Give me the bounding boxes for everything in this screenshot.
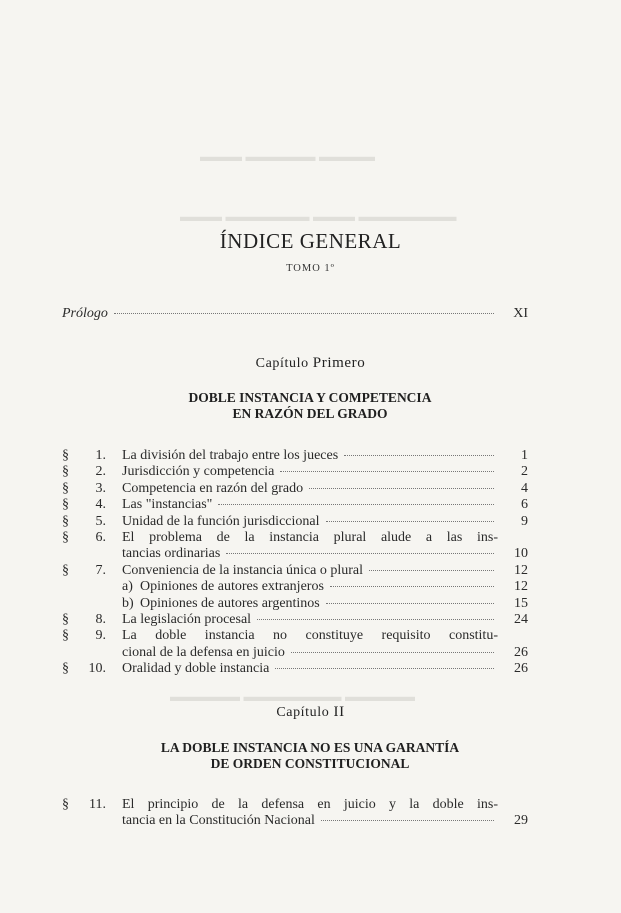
entry-number: 2. <box>95 464 106 480</box>
entry-title-line: El problema de la instancia plural alude a las ins- <box>122 529 498 545</box>
subentry-title: Opiniones de autores extranjeros <box>140 579 324 595</box>
entry-number: 6. <box>95 529 106 545</box>
dot-leader <box>275 668 494 669</box>
section-sign: § <box>62 562 69 578</box>
section-sign: § <box>62 448 69 463</box>
entry-number: 4. <box>95 497 106 513</box>
chapter-heading-line: DE ORDEN CONSTITUCIONAL <box>210 756 410 771</box>
subentry-page: 12 <box>514 579 528 595</box>
entry-title-line: tancia en la Constitución Nacional <box>122 813 315 829</box>
entry-number: 5. <box>95 513 106 529</box>
subentry-mark: b) <box>122 595 134 611</box>
entry-page: 29 <box>514 813 528 829</box>
index-title: ÍNDICE GENERAL <box>219 229 402 253</box>
chapter-label-number: Primero <box>312 355 366 371</box>
dot-leader <box>344 455 494 456</box>
chapter-label-word: Capítulo <box>276 705 330 720</box>
section-sign: § <box>62 797 69 812</box>
section-sign: § <box>62 513 69 529</box>
dot-leader <box>226 553 494 554</box>
entry-number: 7. <box>95 562 106 578</box>
section-sign: § <box>62 611 69 627</box>
subentry-page: 15 <box>514 595 528 611</box>
toc-entry[interactable] <box>62 497 528 513</box>
chapter-heading-line: DOBLE INSTANCIA Y COMPETENCIA <box>188 390 432 405</box>
section-sign: § <box>62 529 69 545</box>
dot-leader <box>309 488 494 489</box>
toc-list <box>62 797 528 830</box>
chapter-heading <box>120 390 500 422</box>
chapter-heading <box>120 740 500 772</box>
dot-leader <box>369 570 494 571</box>
toc-entry[interactable] <box>62 628 528 661</box>
entry-title-line: El principio de la defensa en juicio y la doble ins- <box>122 797 498 812</box>
toc-entry[interactable] <box>62 481 528 497</box>
prologue-entry[interactable] <box>62 306 528 324</box>
entry-title-line: cional de la defensa en juicio <box>122 644 285 660</box>
entry-title-line: tancias ordinarias <box>122 546 221 562</box>
dot-leader <box>218 504 494 505</box>
dot-leader <box>321 820 494 821</box>
prologue-label: Prólogo <box>62 306 108 321</box>
dot-leader <box>257 619 494 620</box>
entry-page: 6 <box>521 497 528 513</box>
section-sign: § <box>62 497 69 513</box>
entry-title: La legislación procesal <box>122 611 252 627</box>
entry-page: 4 <box>521 480 528 496</box>
dot-leader <box>280 471 494 472</box>
entry-page: 2 <box>521 464 528 480</box>
entry-title: Unidad de la función jurisdiccional <box>122 513 320 529</box>
section-sign: § <box>62 628 69 644</box>
section-sign: § <box>62 464 69 480</box>
dot-leader <box>114 313 494 314</box>
dot-leader <box>326 521 495 522</box>
chapter-label <box>0 704 621 721</box>
prologue-page: XI <box>513 306 528 321</box>
chapter-label-word: Capítulo <box>255 356 309 371</box>
entry-page: 12 <box>514 562 528 578</box>
dot-leader <box>291 652 494 653</box>
chapter-label-number: II <box>333 704 345 720</box>
toc-list <box>62 448 528 677</box>
entry-title: Jurisdicción y competencia <box>122 464 275 480</box>
entry-page: 24 <box>514 611 528 627</box>
entry-title: Oralidad y doble instancia <box>122 661 270 677</box>
toc-subentry[interactable] <box>62 596 528 612</box>
entry-page: 10 <box>514 546 528 562</box>
entry-number: 1. <box>95 448 106 463</box>
entry-page: 26 <box>514 661 528 677</box>
entry-number: 8. <box>95 611 106 627</box>
toc-subentry[interactable] <box>62 579 528 595</box>
entry-number: 10. <box>88 661 106 677</box>
subentry-mark: a) <box>122 579 133 595</box>
entry-title: Conveniencia de la instancia única o plural <box>122 562 364 578</box>
dot-leader <box>326 603 494 604</box>
subentry-title: Opiniones de autores argentinos <box>140 595 320 611</box>
chapter-heading-line: LA DOBLE INSTANCIA NO ES UNA GARANTÍA <box>160 740 460 755</box>
entry-page: 1 <box>521 448 528 463</box>
chapter-heading-line: EN RAZÓN DEL GRADO <box>232 406 388 421</box>
show-through-text: ▬▬▬▬▬ ▬▬▬▬▬▬▬ ▬▬▬▬▬ <box>170 690 415 705</box>
chapter-label <box>0 355 621 372</box>
entry-number: 9. <box>95 628 106 644</box>
entry-title: Las "instancias" <box>122 497 213 513</box>
toc-entry[interactable] <box>62 563 528 612</box>
section-sign: § <box>62 480 69 496</box>
entry-title: Competencia en razón del grado <box>122 480 304 496</box>
toc-entry[interactable] <box>62 612 528 628</box>
toc-entry[interactable] <box>62 797 528 830</box>
toc-entry[interactable] <box>62 448 528 464</box>
section-sign: § <box>62 661 69 677</box>
entry-number: 11. <box>89 797 106 812</box>
entry-title: La división del trabajo entre los jueces <box>122 448 339 463</box>
entry-number: 3. <box>95 480 106 496</box>
dot-leader <box>330 586 494 587</box>
show-through-text: ▬▬▬▬▬▬▬ ▬▬▬ ▬▬▬▬▬▬ ▬▬▬ <box>180 210 457 225</box>
toc-entry[interactable] <box>62 464 528 480</box>
toc-entry[interactable] <box>62 514 528 530</box>
toc-entry[interactable] <box>62 530 528 563</box>
toc-entry[interactable] <box>62 661 528 677</box>
volume-label: TOMO 1º <box>286 263 335 274</box>
entry-title-line: La doble instancia no constituye requisito constitu- <box>122 628 498 644</box>
entry-page: 9 <box>521 513 528 529</box>
entry-page: 26 <box>514 644 528 660</box>
show-through-text: ▬▬▬▬ ▬▬▬▬▬ ▬▬▬ <box>200 150 375 165</box>
